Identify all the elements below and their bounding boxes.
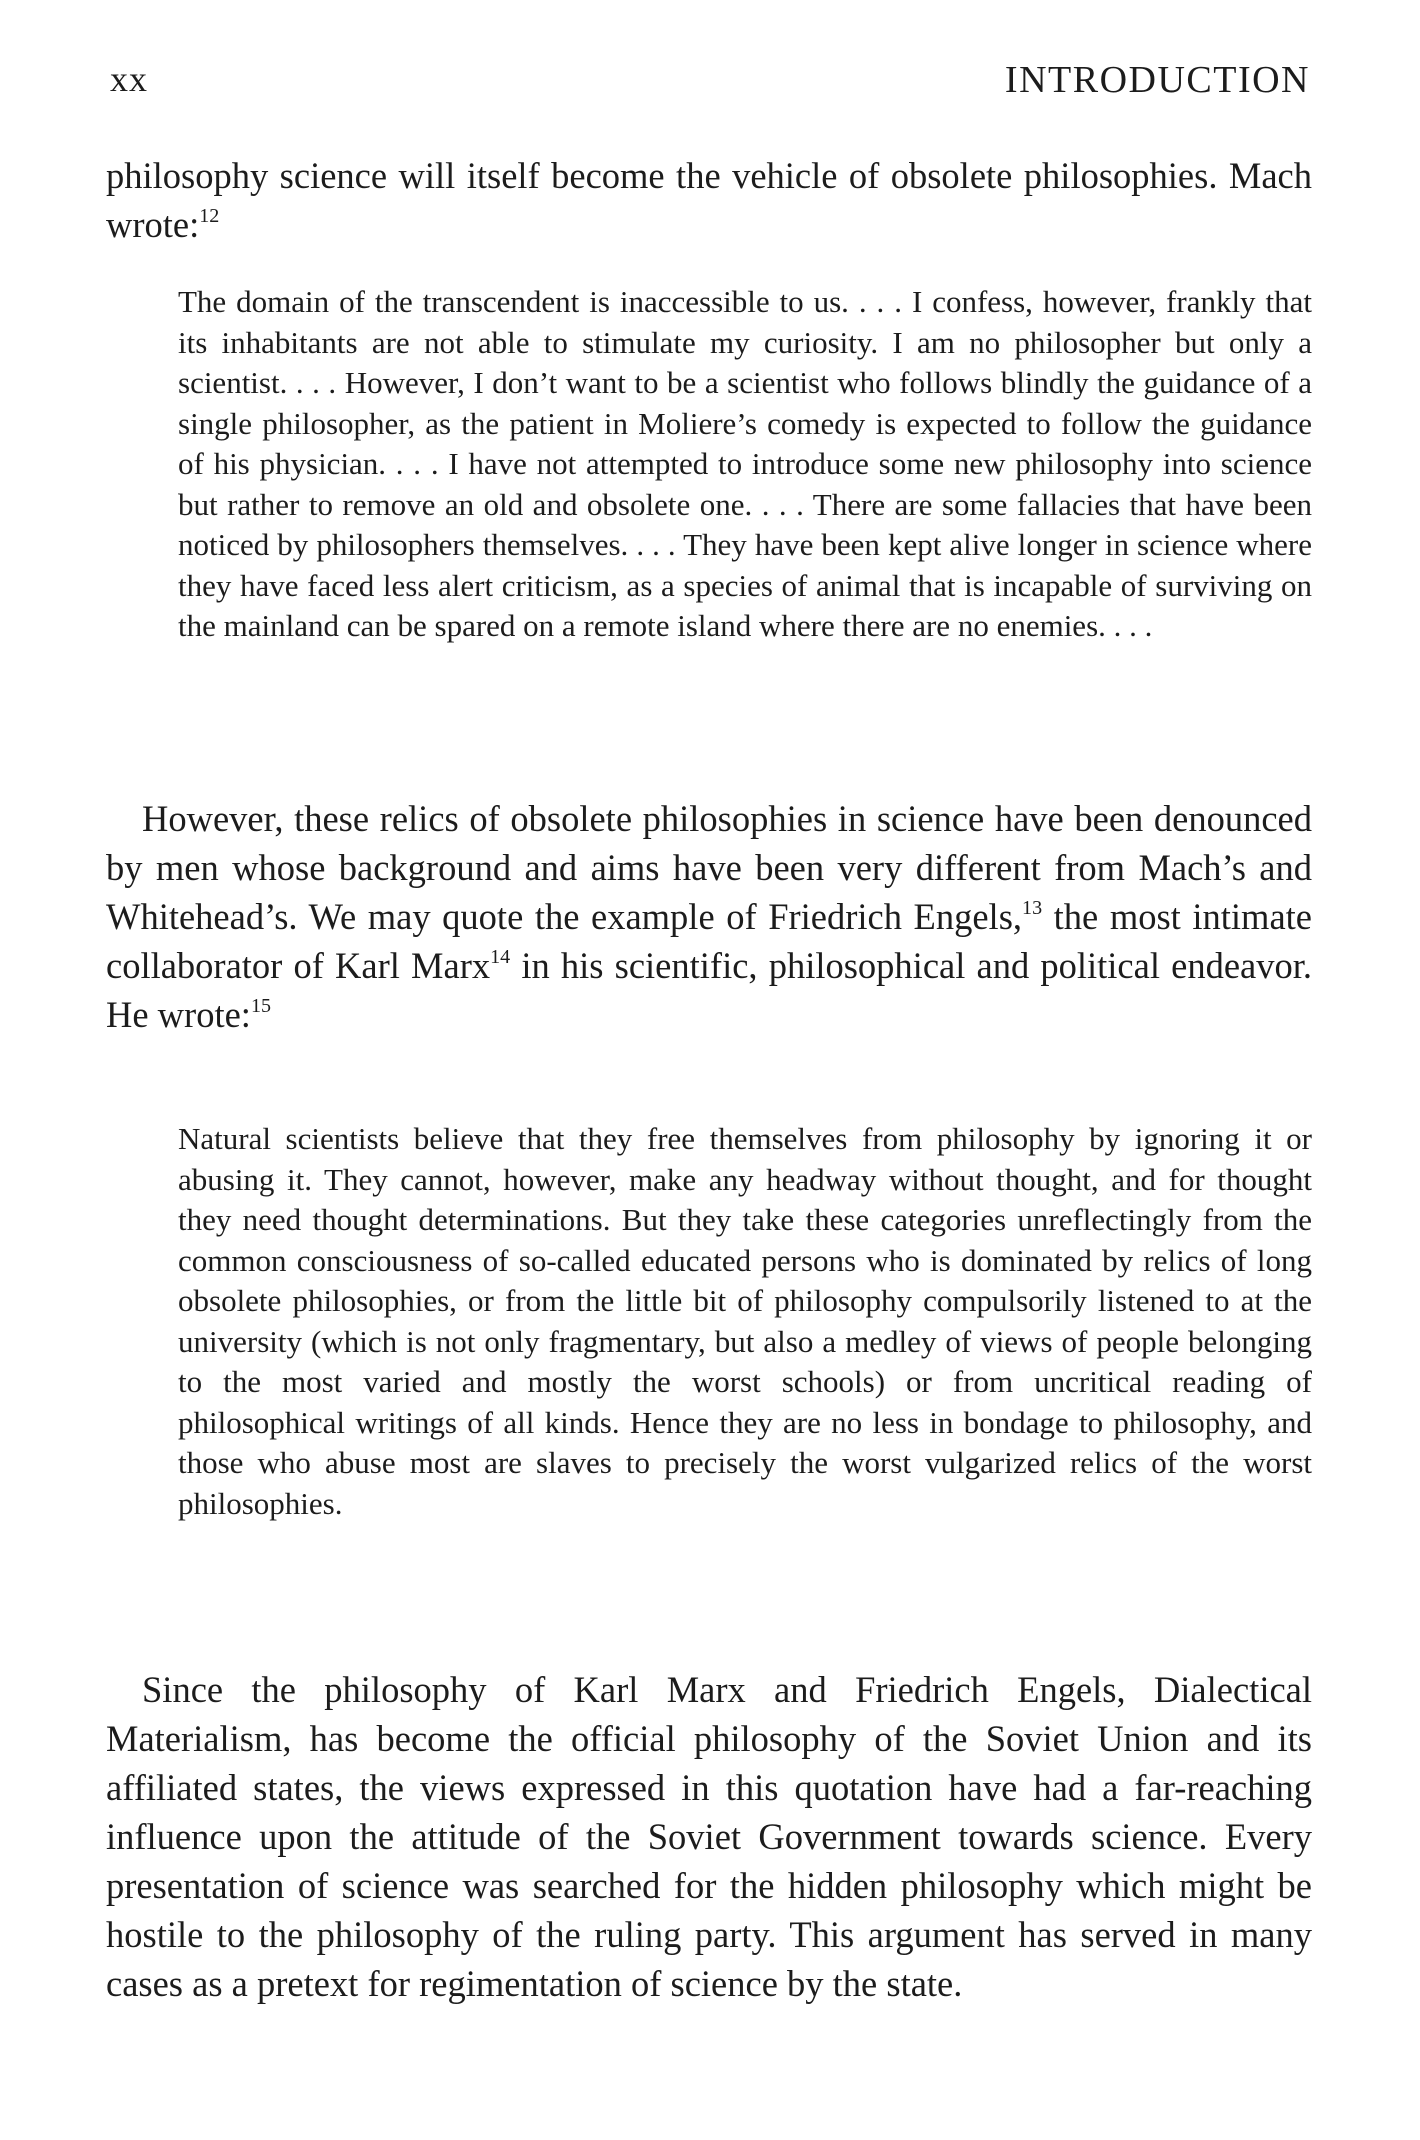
footnote-ref-13: 13 bbox=[1022, 896, 1043, 919]
paragraph-soviet: Since the philosophy of Karl Marx and Friedrich Engels, Dialectical Materialism, has become the official philosophy of the Soviet Union and its affiliated states, the views expressed in this quotation have had a far-reaching influence upon the attitude of the Soviet Government towards science. Every presentation of science was searched for the hidden philosophy which might be hostile to the philosophy of the ruling party. This argument has served in many cases as a pretext for regimentation of science by the state. bbox=[106, 1669, 1312, 2004]
block-quote-engels: Natural scientists believe that they free themselves from philosophy by ignoring it or abusing it. They cannot, however, make any headway without thought, and for thought they need thought determinations. But they take these categories unreflectingly from the common consciousness of so-called educated persons who is dominated by relics of long obsolete philosophies, or from the little bit of philosophy compulsorily listened to at the university (which is not only fragmentary, but also a medley of views of people belonging to the most varied and mostly the worst schools) or from uncritical reading of philosophical writings of all kinds. Hence they are no less in bondage to philosophy, and those who abuse most are slaves to precisely the worst vulgarized relics of the worst philosophies. bbox=[178, 1121, 1312, 1521]
footnote-ref-15: 15 bbox=[250, 994, 271, 1017]
page-number: xx bbox=[110, 59, 148, 99]
paragraph-engels-text-a: However, these relics of obsolete philosophies in science have been denounced by men whose background and aims have been very different from Mach’s and Whitehead’s. We may quote the example of Friedrich Engels, bbox=[106, 798, 1312, 937]
block-quote-mach: The domain of the transcendent is inaccessible to us. . . . I confess, however, frankly that its inhabitants are not able to stimulate my curiosity. I am no philosopher but only a scientist. . . . However, I don’t want to be a scientist who follows blindly the guidance of a single philosopher, as the patient in Moliere’s comedy is expected to follow the guidance of his physician. . . . I have not attempted to introduce some new philosophy into science but rather to remove an old and obsolete one. . . . There are some fallacies that have been noticed by philosophers themselves. . . . They have been kept alive longer in science where they have faced less alert criticism, as a species of animal that is incapable of surviving on the mainland can be spared on a remote island where there are no enemies. . . . bbox=[178, 284, 1312, 643]
paragraph-engels-text-b: the most intimate collaborator of Karl Marx bbox=[106, 896, 1312, 986]
running-head bbox=[110, 58, 1310, 108]
paragraph-opening-text: philosophy science will itself become the vehicle of obsolete philosophies. Mach wrote: bbox=[106, 155, 1312, 245]
paragraph-engels bbox=[106, 794, 1312, 1039]
footnote-ref-14: 14 bbox=[490, 945, 511, 968]
paragraph-engels-text-c: in his scientific, philosophical and political endeavor. He wrote: bbox=[106, 945, 1312, 1035]
paragraph-opening bbox=[106, 151, 1312, 249]
footnote-ref-12: 12 bbox=[199, 204, 220, 227]
running-title: INTRODUCTION bbox=[1004, 59, 1310, 101]
